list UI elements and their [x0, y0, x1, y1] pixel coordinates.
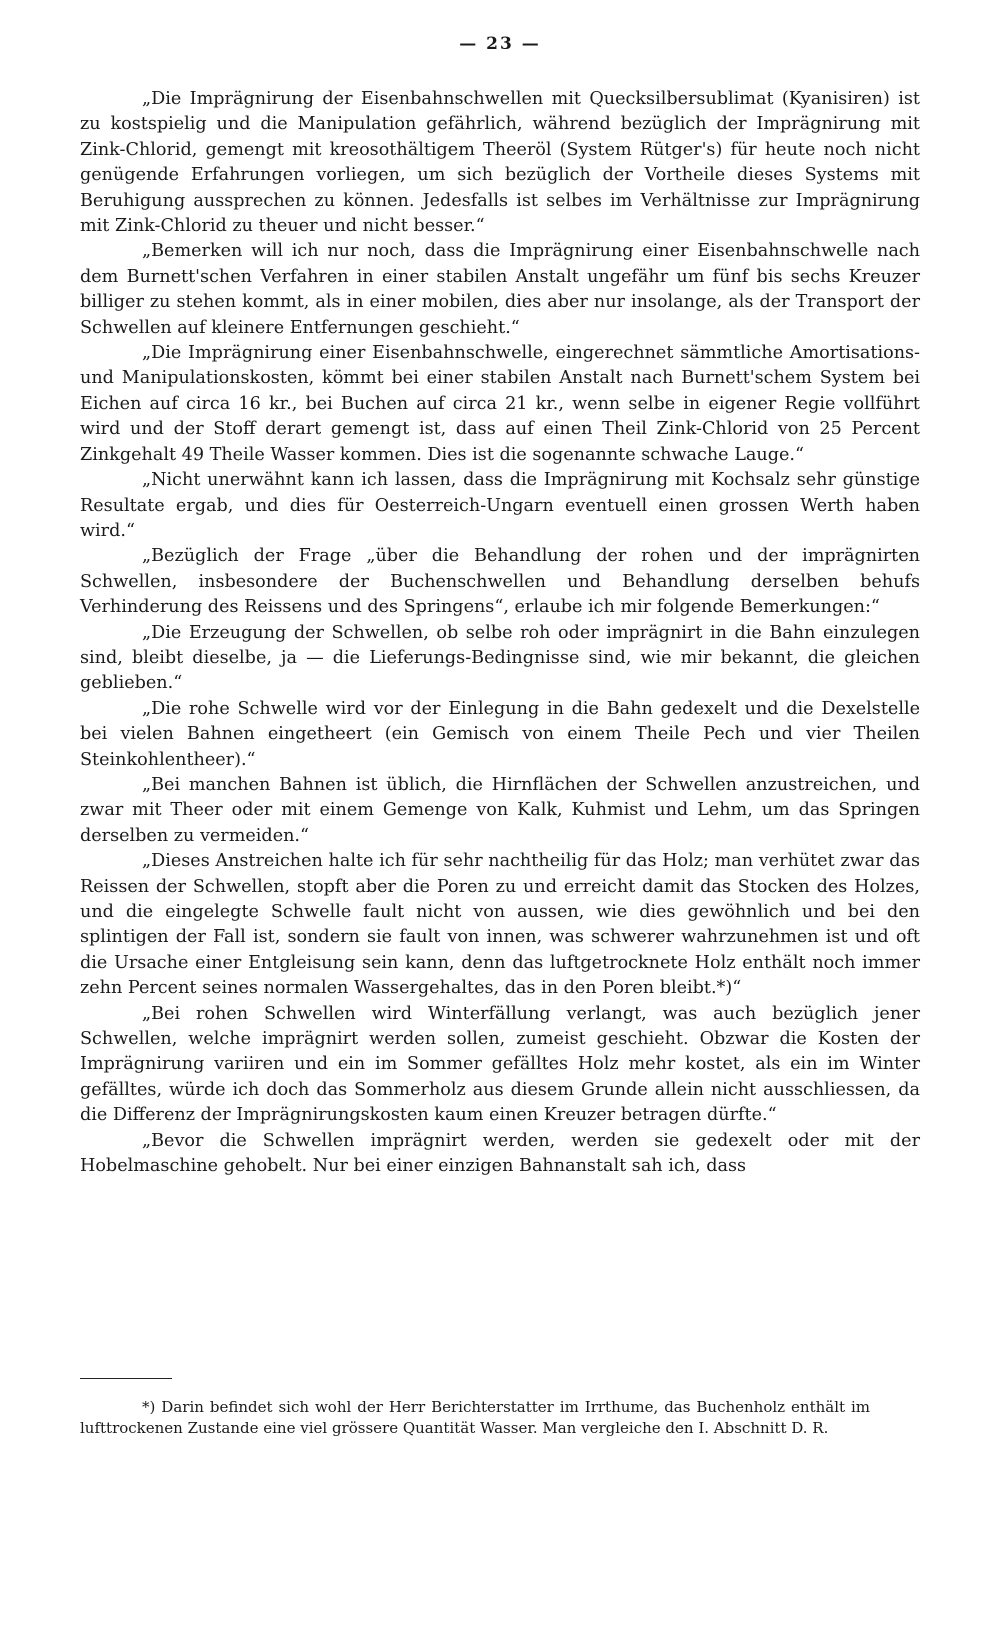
footnote-divider	[80, 1378, 172, 1379]
footnote: *) Darin befindet sich wohl der Herr Berichterstatter im Irrthume, das Buchenholz enthält im lufttrockenen Zustande eine viel grössere Quantität Wasser. Man vergleiche den I. Abschnitt D. R.	[80, 1398, 870, 1437]
paragraph-impregnation-cost: „Die Imprägnirung einer Eisenbahnschwelle, eingerechnet sämmtliche Amortisations- und Manipulationskosten, kömmt bei einer stabilen Anstalt nach Burnett'schem System bei Eichen auf circa 16 kr., bei Buchen auf circa 21 kr., wenn selbe in eigener Regie vollführt wird und der Stoff derart gemengt ist, dass auf einen Theil Zink-Chlorid von 25 Percent Zinkgehalt 49 Theile Wasser kommen. Dies ist die sogenannte schwache Lauge.“	[80, 343, 920, 465]
page-number: — 23 —	[459, 34, 541, 54]
body-text	[80, 87, 920, 1179]
paragraph-kyanisiren: „Die Imprägnirung der Eisenbahnschwellen mit Quecksilbersublimat (Kyanisiren) ist zu kostspielig und die Manipulation gefährlich, während bezüglich der Imprägnirung mit Zink-Chlorid, gemengt mit kreosothältigem Theeröl (System Rütger's) für heute noch nicht genügende Erfahrungen vorliegen, um sich bezüglich der Vortheile dieses Systems mit Beruhigung aussprechen zu können. Jedesfalls ist selbes im Verhältnisse zur Imprägnirung mit Zink-Chlorid zu theuer und nicht besser.“	[80, 89, 920, 237]
paragraph-burnett-cost-difference: „Bemerken will ich nur noch, dass die Imprägnirung einer Eisenbahnschwelle nach dem Burnett'schen Verfahren in einer stabilen Anstalt ungefähr um fünf bis sechs Kreuzer billiger zu stehen kommt, als in einer mobilen, dies aber nur insolange, als der Transport der Schwellen auf kleinere Entfernungen geschieht.“	[80, 241, 920, 338]
paragraph-behandlung-frage: „Bezüglich der Frage „über die Behandlung der rohen und der imprägnirten Schwellen, insbesondere der Buchenschwellen und Behandlung derselben behufs Verhinderung des Reissens und des Springens“, erlaube ich mir folgende Bemerkungen:“	[80, 546, 920, 618]
paragraph-kochsalz: „Nicht unerwähnt kann ich lassen, dass die Imprägnirung mit Kochsalz sehr günstige Resultate ergab, und dies für Oesterreich-Ungarn eventuell einen grossen Werth haben wird.“	[80, 470, 920, 541]
paragraph-anstreichen: „Bei manchen Bahnen ist üblich, die Hirnflächen der Schwellen anzustreichen, und zwar mit Theer oder mit einem Gemenge von Kalk, Kuhmist und Lehm, um das Springen derselben zu vermeiden.“	[80, 774, 920, 846]
paragraph-gedexelt: „Bevor die Schwellen imprägnirt werden, werden sie gedexelt oder mit der Hobelmaschine gehobelt. Nur bei einer einzigen Bahnanstalt sah ich, dass	[80, 1130, 920, 1177]
paragraph-winterfaellung: „Bei rohen Schwellen wird Winterfällung verlangt, was auch bezüglich jener Schwellen, welche imprägnirt werden sollen, zumeist geschieht. Obzwar die Kosten der Imprägnirung variiren und ein im Sommer gefälltes Holz mehr kostet, als ein im Winter gefälltes, würde ich doch das Sommerholz aus diesem Grunde allein nicht ausschliessen, da die Differenz der Imprägnirungskosten kaum einen Kreuzer betragen dürfte.“	[80, 1003, 920, 1126]
paragraph-rohe-schwelle: „Die rohe Schwelle wird vor der Einlegung in die Bahn gedexelt und die Dexelstelle bei vielen Bahnen eingetheert (ein Gemisch von einem Theile Pech und vier Theilen Steinkohlentheer).“	[80, 698, 920, 770]
paragraph-nachtheilig: „Dieses Anstreichen halte ich für sehr nachtheilig für das Holz; man verhütet zwar das Reissen der Schwellen, stopft aber die Poren zu und erreicht damit das Stocken des Holzes, und die eingelegte Schwelle fault nicht von aussen, wie dies gewöhnlich und bei den splintigen der Fall ist, sondern sie fault von innen, was schwerer wahrzunehmen ist und oft die Ursache einer Entgleisung sein kann, denn das luftgetrocknete Holz enthält noch immer zehn Percent seines normalen Wassergehaltes, das in den Poren bleibt.*)“	[80, 851, 920, 999]
paragraph-erzeugung: „Die Erzeugung der Schwellen, ob selbe roh oder imprägnirt in die Bahn einzulegen sind, bleibt dieselbe, ja — die Lieferungs-Bedingnisse sind, wie mir bekannt, die gleichen geblieben.“	[80, 622, 920, 694]
